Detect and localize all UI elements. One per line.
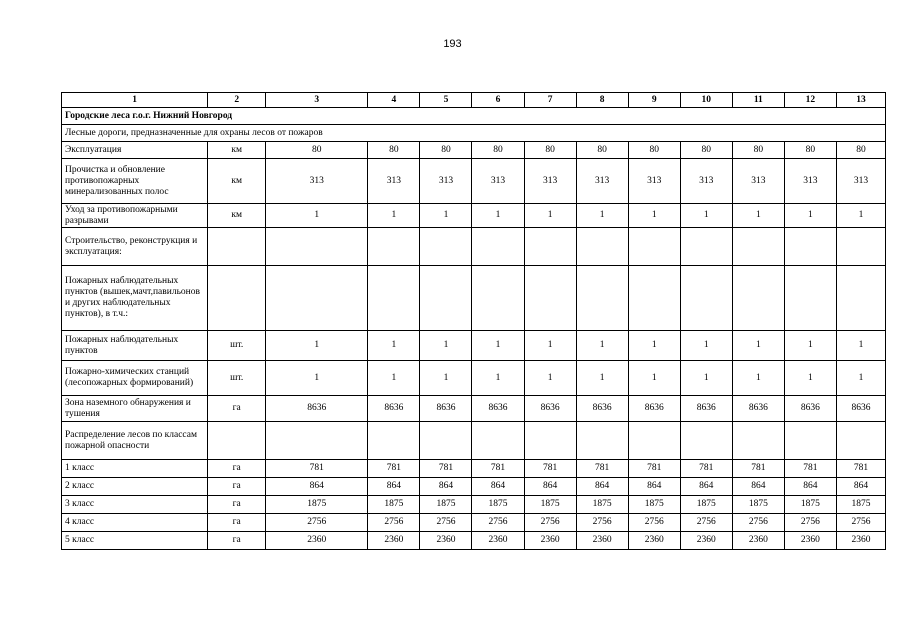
value-cell: 313	[368, 159, 420, 204]
value-cell: 864	[680, 478, 732, 496]
row-name-cell: Уход за противопожарными разрывами	[62, 204, 208, 228]
value-cell: 864	[628, 478, 680, 496]
column-number-header: 1	[62, 93, 208, 108]
row-unit-cell: га	[208, 532, 266, 550]
value-cell	[524, 228, 576, 266]
value-cell: 8636	[420, 396, 472, 422]
value-cell: 864	[784, 478, 836, 496]
row-unit-cell	[208, 228, 266, 266]
value-cell: 80	[628, 142, 680, 159]
value-cell: 1875	[628, 496, 680, 514]
value-cell: 2360	[266, 532, 368, 550]
value-cell: 1	[680, 331, 732, 361]
row-name-cell: 3 класс	[62, 496, 208, 514]
value-cell: 1	[524, 331, 576, 361]
value-cell: 1	[732, 361, 784, 396]
value-cell: 1	[784, 331, 836, 361]
row-name-cell: Пожарно-химических станций (лесопожарных формирований)	[62, 361, 208, 396]
value-cell	[266, 228, 368, 266]
value-cell: 80	[784, 142, 836, 159]
value-cell: 864	[472, 478, 524, 496]
value-cell: 1875	[576, 496, 628, 514]
value-cell: 8636	[680, 396, 732, 422]
value-cell: 2360	[472, 532, 524, 550]
value-cell: 2360	[784, 532, 836, 550]
value-cell: 313	[732, 159, 784, 204]
value-cell: 313	[784, 159, 836, 204]
value-cell	[368, 422, 420, 460]
value-cell: 2756	[732, 514, 784, 532]
value-cell: 1	[472, 361, 524, 396]
section-title: Городские леса г.о.г. Нижний Новгород	[62, 108, 886, 125]
table-row	[62, 228, 886, 266]
row-unit-cell: га	[208, 396, 266, 422]
value-cell: 1875	[524, 496, 576, 514]
value-cell: 781	[732, 460, 784, 478]
row-name-cell: Эксплуатация	[62, 142, 208, 159]
forest-fire-table	[61, 92, 886, 550]
value-cell	[628, 228, 680, 266]
table-row	[62, 514, 886, 532]
row-name-cell: 4 класс	[62, 514, 208, 532]
value-cell: 2360	[368, 532, 420, 550]
value-cell	[472, 422, 524, 460]
value-cell: 8636	[266, 396, 368, 422]
value-cell: 1	[472, 204, 524, 228]
value-cell	[680, 266, 732, 331]
value-cell	[368, 228, 420, 266]
value-cell: 2756	[576, 514, 628, 532]
value-cell: 2360	[420, 532, 472, 550]
value-cell: 1	[784, 361, 836, 396]
value-cell	[576, 228, 628, 266]
value-cell	[732, 422, 784, 460]
value-cell	[784, 266, 836, 331]
row-name-cell: 1 класс	[62, 460, 208, 478]
table-row	[62, 204, 886, 228]
value-cell	[524, 422, 576, 460]
row-name-cell: 2 класс	[62, 478, 208, 496]
table-row	[62, 532, 886, 550]
table-row	[62, 361, 886, 396]
value-cell: 2756	[472, 514, 524, 532]
value-cell	[420, 266, 472, 331]
value-cell: 1	[680, 361, 732, 396]
value-cell: 313	[680, 159, 732, 204]
value-cell: 313	[266, 159, 368, 204]
value-cell: 80	[732, 142, 784, 159]
row-unit-cell: га	[208, 496, 266, 514]
value-cell: 1	[368, 204, 420, 228]
column-number-header: 6	[472, 93, 524, 108]
value-cell: 2756	[420, 514, 472, 532]
value-cell: 1	[472, 331, 524, 361]
value-cell: 1875	[368, 496, 420, 514]
value-cell: 781	[472, 460, 524, 478]
value-cell: 1	[576, 331, 628, 361]
value-cell: 1875	[472, 496, 524, 514]
value-cell: 1	[732, 331, 784, 361]
value-cell: 864	[368, 478, 420, 496]
value-cell: 313	[836, 159, 885, 204]
value-cell	[680, 422, 732, 460]
value-cell: 1875	[266, 496, 368, 514]
table-row	[62, 478, 886, 496]
table-row	[62, 266, 886, 331]
value-cell: 313	[628, 159, 680, 204]
value-cell: 1	[524, 361, 576, 396]
value-cell: 781	[836, 460, 885, 478]
value-cell	[784, 228, 836, 266]
value-cell: 8636	[576, 396, 628, 422]
value-cell: 1	[266, 204, 368, 228]
value-cell: 80	[420, 142, 472, 159]
value-cell: 1	[836, 361, 885, 396]
value-cell: 1	[266, 361, 368, 396]
value-cell: 781	[266, 460, 368, 478]
value-cell	[732, 266, 784, 331]
column-number-header: 4	[368, 93, 420, 108]
value-cell: 313	[576, 159, 628, 204]
value-cell: 1	[628, 331, 680, 361]
value-cell: 864	[576, 478, 628, 496]
value-cell: 1	[266, 331, 368, 361]
value-cell: 1	[524, 204, 576, 228]
value-cell: 8636	[472, 396, 524, 422]
value-cell: 1	[680, 204, 732, 228]
value-cell: 864	[266, 478, 368, 496]
column-number-header: 2	[208, 93, 266, 108]
row-unit-cell: га	[208, 460, 266, 478]
value-cell: 2756	[784, 514, 836, 532]
value-cell: 2756	[368, 514, 420, 532]
value-cell: 1875	[732, 496, 784, 514]
value-cell: 313	[472, 159, 524, 204]
value-cell	[472, 228, 524, 266]
row-unit-cell: га	[208, 514, 266, 532]
value-cell: 1	[576, 361, 628, 396]
value-cell: 2360	[576, 532, 628, 550]
section-title-row	[62, 108, 886, 125]
value-cell: 1	[368, 361, 420, 396]
value-cell: 80	[266, 142, 368, 159]
value-cell: 1	[784, 204, 836, 228]
row-name-cell: Пожарных наблюдательных пунктов (вышек,мачт,павильонов и других наблюдательных пунктов), в т.ч.:	[62, 266, 208, 331]
value-cell: 1875	[836, 496, 885, 514]
value-cell	[420, 228, 472, 266]
value-cell: 1	[420, 361, 472, 396]
column-number-header: 7	[524, 93, 576, 108]
value-cell: 1	[628, 361, 680, 396]
value-cell: 864	[420, 478, 472, 496]
value-cell: 2360	[524, 532, 576, 550]
column-number-header: 9	[628, 93, 680, 108]
page-number: 193	[443, 38, 462, 50]
value-cell: 80	[680, 142, 732, 159]
value-cell: 2756	[524, 514, 576, 532]
table-row	[62, 460, 886, 478]
row-name-cell: Строительство, реконструкция и эксплуатация:	[62, 228, 208, 266]
value-cell: 1875	[420, 496, 472, 514]
column-number-header: 10	[680, 93, 732, 108]
row-unit-cell: шт.	[208, 331, 266, 361]
value-cell	[784, 422, 836, 460]
column-number-header: 8	[576, 93, 628, 108]
row-unit-cell: км	[208, 204, 266, 228]
value-cell: 781	[680, 460, 732, 478]
subsection-title-row	[62, 125, 886, 142]
value-cell: 1	[420, 204, 472, 228]
value-cell: 1	[732, 204, 784, 228]
value-cell: 2756	[628, 514, 680, 532]
column-number-header: 5	[420, 93, 472, 108]
value-cell: 781	[420, 460, 472, 478]
column-number-header: 13	[836, 93, 885, 108]
value-cell: 864	[732, 478, 784, 496]
value-cell: 80	[836, 142, 885, 159]
value-cell	[576, 266, 628, 331]
column-number-header: 12	[784, 93, 836, 108]
value-cell: 313	[420, 159, 472, 204]
value-cell: 8636	[524, 396, 576, 422]
value-cell	[836, 266, 885, 331]
value-cell: 1875	[680, 496, 732, 514]
row-unit-cell: км	[208, 159, 266, 204]
row-unit-cell: га	[208, 478, 266, 496]
subsection-title: Лесные дороги, предназначенные для охраны лесов от пожаров	[62, 125, 886, 142]
row-unit-cell	[208, 266, 266, 331]
value-cell: 8636	[836, 396, 885, 422]
value-cell: 80	[576, 142, 628, 159]
value-cell: 1	[628, 204, 680, 228]
row-name-cell: Прочистка и обновление противопожарных минерализованных полос	[62, 159, 208, 204]
value-cell: 1	[368, 331, 420, 361]
value-cell: 80	[368, 142, 420, 159]
value-cell: 2360	[680, 532, 732, 550]
value-cell	[266, 266, 368, 331]
row-unit-cell: км	[208, 142, 266, 159]
value-cell: 8636	[732, 396, 784, 422]
value-cell: 2360	[732, 532, 784, 550]
value-cell: 8636	[628, 396, 680, 422]
row-name-cell: Пожарных наблюдательных пунктов	[62, 331, 208, 361]
value-cell: 8636	[784, 396, 836, 422]
value-cell: 80	[524, 142, 576, 159]
value-cell: 781	[628, 460, 680, 478]
row-unit-cell: шт.	[208, 361, 266, 396]
table-row	[62, 331, 886, 361]
value-cell	[524, 266, 576, 331]
value-cell	[576, 422, 628, 460]
value-cell: 2360	[628, 532, 680, 550]
value-cell: 2756	[266, 514, 368, 532]
value-cell	[266, 422, 368, 460]
value-cell: 1	[420, 331, 472, 361]
value-cell: 1	[836, 331, 885, 361]
value-cell	[420, 422, 472, 460]
value-cell: 313	[524, 159, 576, 204]
row-name-cell: 5 класс	[62, 532, 208, 550]
table-row	[62, 396, 886, 422]
value-cell: 2360	[836, 532, 885, 550]
value-cell: 781	[576, 460, 628, 478]
value-cell: 781	[524, 460, 576, 478]
value-cell: 1	[836, 204, 885, 228]
value-cell	[732, 228, 784, 266]
value-cell	[628, 422, 680, 460]
value-cell: 781	[368, 460, 420, 478]
row-name-cell: Зона наземного обнаружения и тушения	[62, 396, 208, 422]
value-cell: 1	[576, 204, 628, 228]
row-unit-cell	[208, 422, 266, 460]
table-row	[62, 159, 886, 204]
column-number-header: 3	[266, 93, 368, 108]
value-cell: 864	[836, 478, 885, 496]
value-cell	[628, 266, 680, 331]
value-cell	[836, 228, 885, 266]
table-row	[62, 422, 886, 460]
column-number-row	[62, 93, 886, 108]
column-number-header: 11	[732, 93, 784, 108]
value-cell: 781	[784, 460, 836, 478]
value-cell	[836, 422, 885, 460]
value-cell	[368, 266, 420, 331]
value-cell: 80	[472, 142, 524, 159]
value-cell	[472, 266, 524, 331]
row-name-cell: Распределение лесов по классам пожарной опасности	[62, 422, 208, 460]
value-cell	[680, 228, 732, 266]
value-cell: 8636	[368, 396, 420, 422]
value-cell: 1875	[784, 496, 836, 514]
value-cell: 2756	[836, 514, 885, 532]
table-row	[62, 142, 886, 159]
value-cell: 864	[524, 478, 576, 496]
table-row	[62, 496, 886, 514]
value-cell: 2756	[680, 514, 732, 532]
